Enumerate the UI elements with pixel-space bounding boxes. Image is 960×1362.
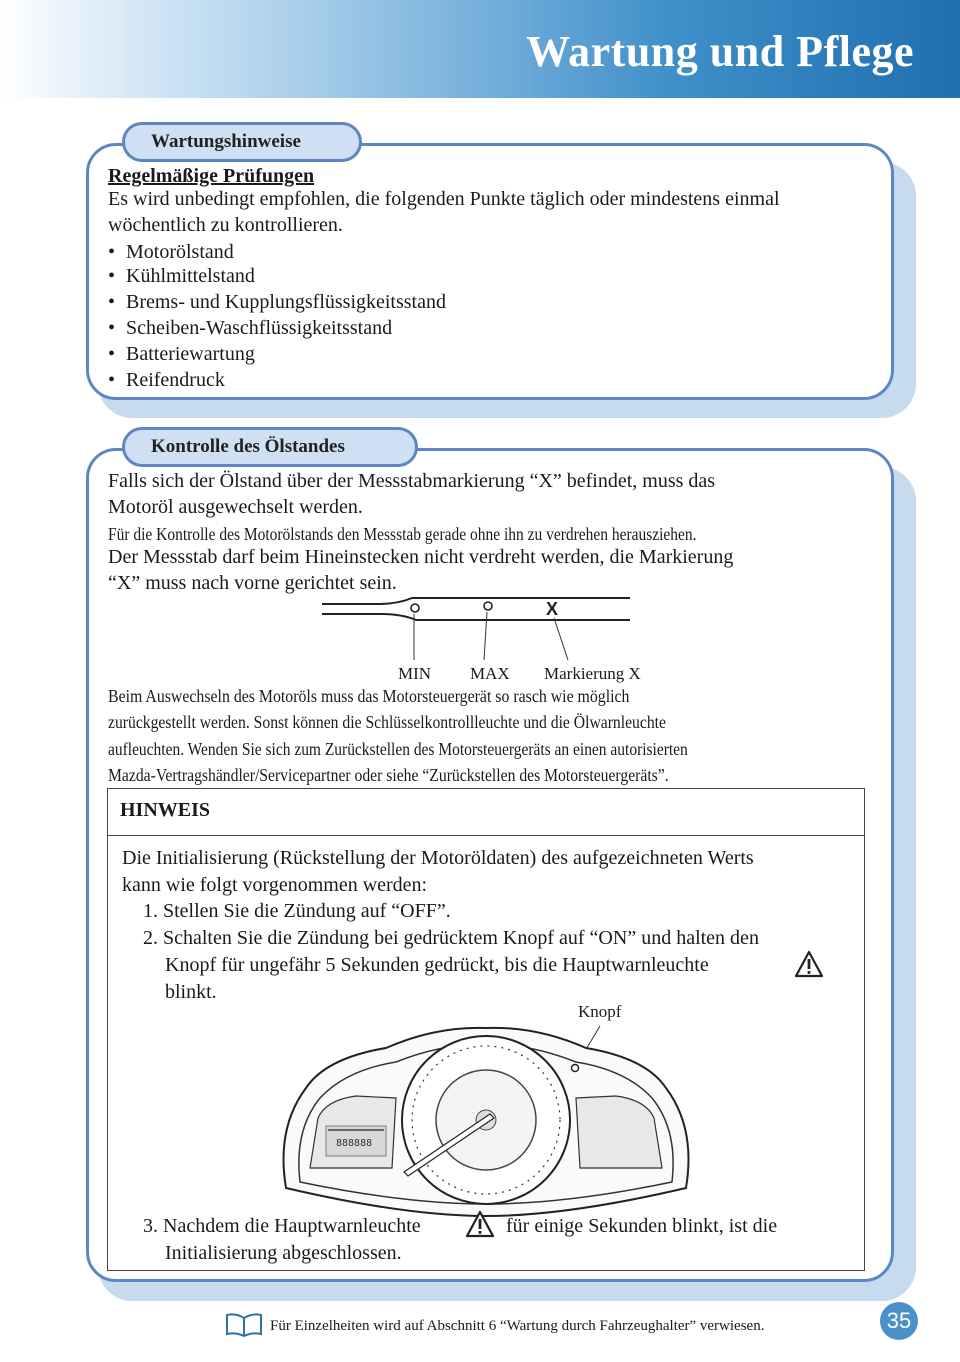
reset-text-line2: zurückgestellt werden. Sonst können die Schlüsselkontrollleuchte und die Ölwarnleuchte [108,712,666,732]
note-step2-line2: Knopf für ungefähr 5 Sekunden gedrückt, bis die Hauptwarnleuchte [165,954,709,976]
page-title: Wartung und Pflege [526,27,914,76]
note-step3-part2: für einige Sekunden blinkt, ist die [506,1215,778,1237]
section1-heading: Regelmäßige Prüfungen [108,165,315,187]
oil-text-line3: Der Messstab darf beim Hineinstecken nicht verdreht werden, die Markierung [108,546,734,568]
checklist-item: • Kühlmittelstand [108,264,446,289]
dipstick-outline [322,598,630,620]
warning-icon [794,950,824,978]
oil-text-line2: Motoröl ausgewechselt werden. [108,496,363,518]
page-number: 35 [880,1302,918,1340]
dipstick-x-mark: X [546,599,559,619]
label-max: MAX [470,664,510,683]
oil-text-narrow: Für die Kontrolle des Motorölstands den Messstab gerade ohne ihn zu verdrehen herausziehen. [108,524,697,544]
dipstick-min-dot [411,604,419,612]
section1-intro-line1: Es wird unbedingt empfohlen, die folgenden Punkte täglich oder mindestens einmal [108,188,780,210]
dipstick-max-dot [484,602,492,610]
instrument-cluster [266,1018,706,1218]
footer-note: Für Einzelheiten wird auf Abschnitt 6 “Wartung durch Fahrzeughalter” verwiesen. [270,1318,765,1334]
checklist [108,240,446,393]
note-step2-line3: blinkt. [165,981,217,1003]
checklist-item: • Reifendruck [108,367,446,393]
warning-icon [465,1210,495,1238]
page-header [0,0,960,98]
checklist-item: • Batteriewartung [108,341,446,367]
knopf-label: Knopf [578,1002,622,1021]
dipstick-diagram [320,592,640,662]
reset-text-line3: aufleuchten. Wenden Sie sich zum Zurückstellen des Motorsteuergeräts an einen autorisierten [108,739,688,759]
reset-text-line4: Mazda-Vertragshändler/Servicepartner oder siehe “Zurückstellen des Motorsteuergeräts”. [108,765,669,785]
note-step3-part1: 3. Nachdem die Hauptwarnleuchte [143,1215,421,1237]
x-leader [554,618,568,660]
knopf-button [572,1065,579,1072]
label-min: MIN [398,664,432,683]
note-step2-line1: 2. Schalten Sie die Zündung bei gedrücktem Knopf auf “ON” und halten den [143,927,759,949]
checklist-item: • Brems- und Kupplungsflüssigkeitsstand [108,289,446,315]
note-intro-line2: kann wie folgt vorgenommen werden: [122,874,428,896]
odometer-readout: 888888 [336,1138,373,1149]
note-intro-line1: Die Initialisierung (Rückstellung der Motoröldaten) des aufgezeichneten Werts [122,847,754,869]
book-icon [224,1312,264,1338]
note-step3-line2: Initialisierung abgeschlossen. [165,1242,402,1264]
note-title: HINWEIS [120,799,211,821]
section1-tab: Wartungshinweise [122,122,362,162]
oil-text-line4: “X” muss nach vorne gerichtet sein. [108,572,397,594]
note-header [108,789,864,836]
checklist-item: • Motorölstand [108,240,446,264]
oil-text-line1: Falls sich der Ölstand über der Messstabmarkierung “X” befindet, muss das [108,470,716,492]
checklist-item: • Scheiben-Waschflüssigkeitsstand [108,315,446,341]
reset-text-line1: Beim Auswechseln des Motoröls muss das Motorsteuergerät so rasch wie möglich [108,686,630,706]
section1-intro-line2: wöchentlich zu kontrollieren. [108,214,343,236]
note-step1: 1. Stellen Sie die Zündung auf “OFF”. [143,900,451,922]
label-markierung-x: Markierung X [544,664,641,683]
section2-tab: Kontrolle des Ölstandes [122,427,418,467]
